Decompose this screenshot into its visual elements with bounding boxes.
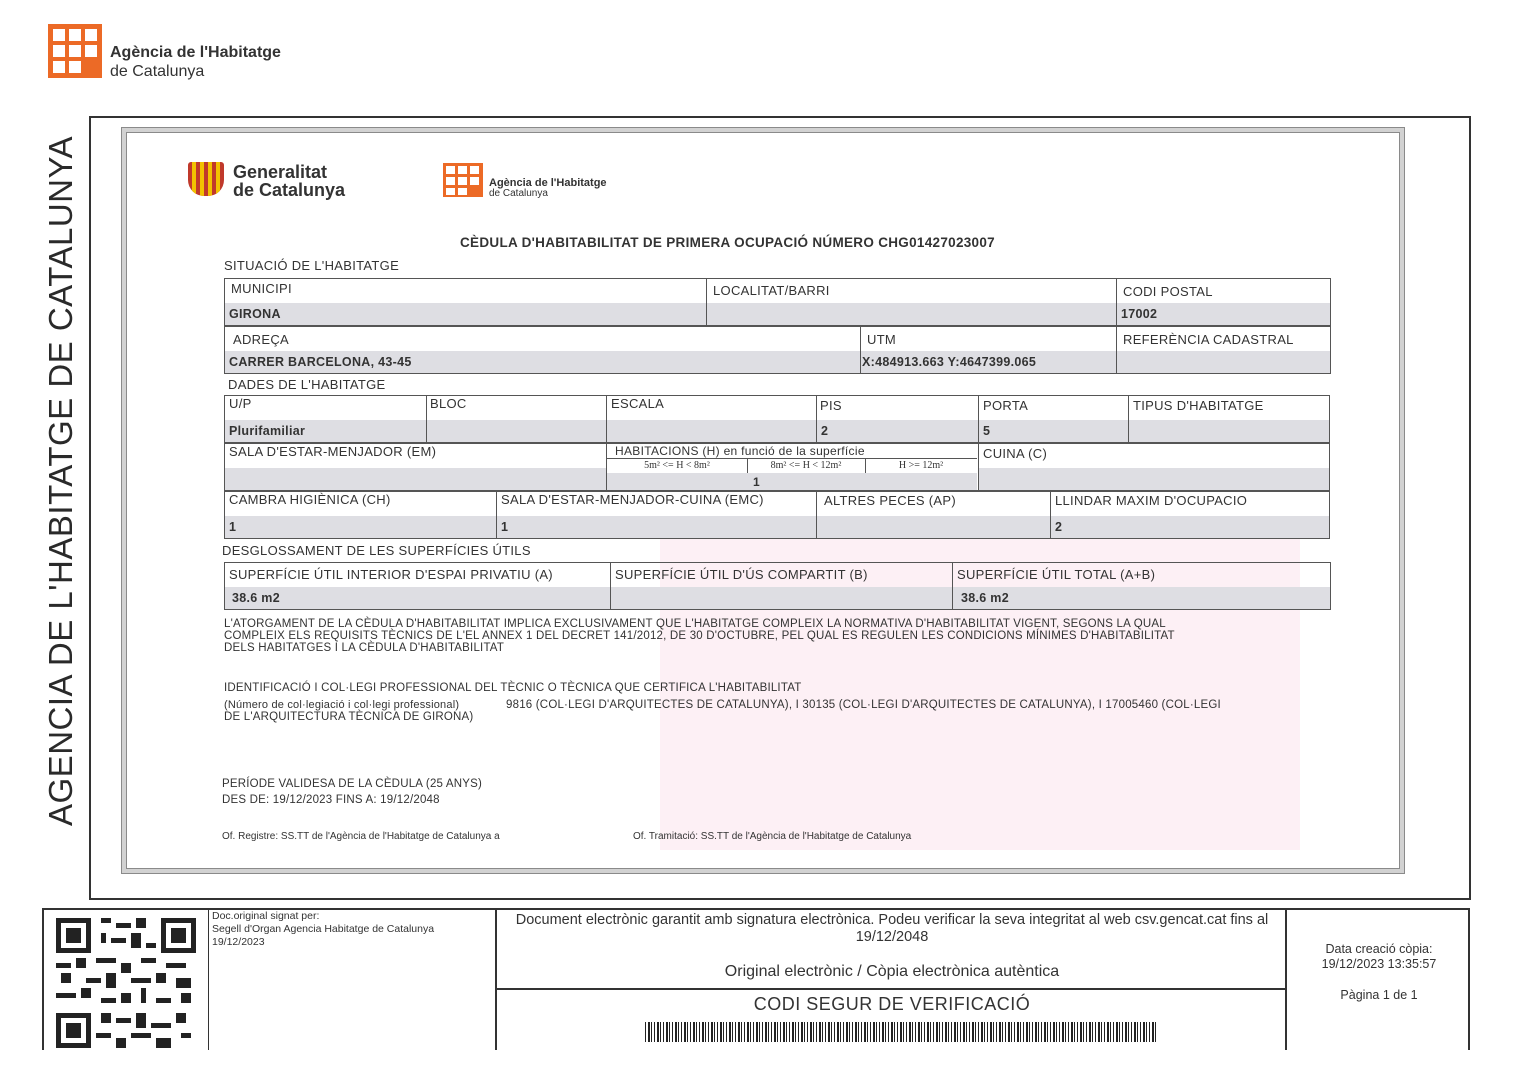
generalitat-name: Generalitat <box>233 162 328 182</box>
document-title: CÈDULA D'HABITABILITAT DE PRIMERA OCUPACIÓ NÚMERO CHG01427023007 <box>460 235 995 250</box>
field-cuina <box>978 443 1330 491</box>
field-municipi <box>224 278 706 326</box>
codi-postal-label: CODI POSTAL <box>1123 284 1213 299</box>
section-dades: DADES DE L'HABITATGE <box>228 377 386 392</box>
utm-value: X:484913.663 Y:4647399.065 <box>861 351 1116 373</box>
llindar-value: 2 <box>1051 516 1329 538</box>
hab-col1-label: 5m² <= H < 8m² <box>644 460 710 471</box>
field-adreca <box>224 326 860 374</box>
agency-small-region: de Catalunya <box>489 188 548 199</box>
field-llindar <box>1050 491 1330 539</box>
sup-a-value: 38.6 m2 <box>225 587 610 609</box>
habitacions-label: HABITACIONS (H) en funció de la superfície <box>615 444 865 458</box>
field-up <box>224 395 426 443</box>
sup-a-label: SUPERFÍCIE ÚTIL INTERIOR D'ESPAI PRIVATIU (A) <box>229 567 553 582</box>
municipi-label: MUNICIPI <box>231 281 292 296</box>
tipus-value <box>1129 420 1329 442</box>
verify-line-1: Document electrònic garantit amb signatura electrònica. Podeu verificar la seva integritat al web csv.gencat.cat fins al <box>515 912 1269 928</box>
sup-total-value: 38.6 m2 <box>953 587 1330 609</box>
copy-date-block <box>1290 942 1468 972</box>
sup-b-value <box>611 587 952 609</box>
escala-label: ESCALA <box>611 396 665 411</box>
ident-note: (Número de col·legiació i col·legi professional) <box>224 699 460 711</box>
field-sup-b <box>610 562 952 610</box>
field-pis <box>816 395 978 443</box>
up-value: Plurifamiliar <box>225 420 426 442</box>
hab-col3-label: H >= 12m² <box>898 460 944 471</box>
field-sup-total <box>952 562 1331 610</box>
hab-col2-label: 8m² <= H < 12m² <box>770 460 842 471</box>
cambra-label: CAMBRA HIGIÈNICA (CH) <box>229 492 391 507</box>
signed-by-block <box>212 910 434 949</box>
header-org-name: Agència de l'Habitatge <box>110 44 281 61</box>
periode-dates: DES DE: 19/12/2023 FINS A: 19/12/2048 <box>222 794 440 806</box>
hab-col2-value: 1 <box>753 475 760 489</box>
copy-date-label: Data creació còpia: <box>1325 942 1433 956</box>
field-tipus <box>1128 395 1330 443</box>
altres-label: ALTRES PECES (AP) <box>824 493 957 508</box>
original-copy-text: Original electrònic / Còpia electrònica autèntica <box>724 963 1060 980</box>
signed-line-3: 19/12/2023 <box>212 936 265 948</box>
localitat-value <box>707 303 1116 325</box>
pis-value: 2 <box>817 420 978 442</box>
signed-line-2: Segell d'Organ Agencia Habitatge de Catalunya <box>212 923 435 935</box>
codi-postal-value: 17002 <box>1117 303 1330 325</box>
cambra-value: 1 <box>225 516 496 538</box>
copy-date-value: 19/12/2023 13:35:57 <box>1321 957 1437 971</box>
agency-logo-icon <box>48 24 102 78</box>
section-desglossament: DESGLOSSAMENT DE LES SUPERFÍCIES ÚTILS <box>222 543 531 558</box>
porta-label: PORTA <box>983 398 1029 413</box>
barcode-icon <box>645 1022 1157 1042</box>
signed-line-1: Doc.original signat per: <box>212 910 320 922</box>
cuina-value <box>979 468 1329 490</box>
legal-line-3: DELS HABITATGES I LA CÈDULA D'HABITABILITAT <box>224 642 505 654</box>
generalitat-region: de Catalunya <box>233 180 346 200</box>
emc-label: SALA D'ESTAR-MENJADOR-CUINA (EMC) <box>501 492 764 507</box>
sup-b-label: SUPERFÍCIE ÚTIL D'ÚS COMPARTIT (B) <box>615 567 868 582</box>
vertical-agency-title: AGENCIA DE L'HABITATGE DE CATALUNYA <box>42 135 79 826</box>
field-cambra <box>224 491 496 539</box>
ref-cadastral-label: REFERÈNCIA CADASTRAL <box>1123 332 1294 347</box>
porta-value: 5 <box>979 420 1128 442</box>
codi-segur-heading: CODI SEGUR DE VERIFICACIÓ <box>753 994 1031 1014</box>
field-bloc <box>426 395 606 443</box>
verification-text <box>500 912 1284 946</box>
localitat-label: LOCALITAT/BARRI <box>713 283 830 298</box>
field-habitacions <box>606 443 978 491</box>
escala-value <box>607 420 816 442</box>
field-porta <box>978 395 1128 443</box>
adreca-value: CARRER BARCELONA, 43-45 <box>225 351 860 373</box>
ref-cadastral-value <box>1117 351 1330 373</box>
up-label: U/P <box>229 396 252 411</box>
field-utm <box>860 326 1116 374</box>
agency-small-name: Agència de l'Habitatge <box>489 177 607 189</box>
municipi-value: GIRONA <box>225 303 706 325</box>
bloc-value <box>427 420 606 442</box>
verify-line-2: 19/12/2048 <box>855 929 929 945</box>
ident-line-1: 9816 (COL·LEGI D'ARQUITECTES DE CATALUNYA), I 30135 (COL·LEGI D'ARQUITECTES DE CATALUNYA), I 17005460 (COL·LEGI <box>506 699 1221 711</box>
generalitat-logo-icon <box>188 162 224 196</box>
of-registre: Of. Registre: SS.TT de l'Agència de l'Habitatge de Catalunya a <box>222 831 500 842</box>
field-ref-cadastral <box>1116 326 1331 374</box>
cuina-label: CUINA (C) <box>983 446 1048 461</box>
sup-total-label: SUPERFÍCIE ÚTIL TOTAL (A+B) <box>957 567 1156 582</box>
adreca-label: ADREÇA <box>233 332 289 347</box>
altres-value <box>817 516 1050 538</box>
field-codi-postal <box>1116 278 1331 326</box>
legal-line-1: L'ATORGAMENT DE LA CÈDULA D'HABITABILITAT IMPLICA EXCLUSIVAMENT QUE L'HABITATGE COMPLEIX LA NORMATIVA D'HABITABILITAT VIGENT, SEGONS LA QUAL <box>224 618 1166 630</box>
bloc-label: BLOC <box>430 396 467 411</box>
field-escala <box>606 395 816 443</box>
section-situacio: SITUACIÓ DE L'HABITATGE <box>224 258 400 273</box>
tipus-label: TIPUS D'HABITATGE <box>1133 398 1264 413</box>
periode-heading: PERÍODE VALIDESA DE LA CÈDULA (25 ANYS) <box>222 778 483 790</box>
ident-heading: IDENTIFICACIÓ I COL·LEGI PROFESSIONAL DEL TÈCNIC O TÈCNICA QUE CERTIFICA L'HABITABILITAT <box>224 682 802 694</box>
utm-label: UTM <box>867 332 897 347</box>
header-org-region: de Catalunya <box>110 63 205 80</box>
agency-small-logo-icon <box>443 163 483 197</box>
field-emc <box>496 491 816 539</box>
pis-label: PIS <box>820 398 842 413</box>
field-sup-a <box>224 562 610 610</box>
emc-value: 1 <box>497 516 816 538</box>
qr-code-icon <box>56 918 196 1048</box>
page-number: Pàgina 1 de 1 <box>1340 988 1418 1002</box>
llindar-label: LLINDAR MAXIM D'OCUPACIO <box>1055 493 1248 508</box>
sala-em-value <box>225 468 606 490</box>
sala-em-label: SALA D'ESTAR-MENJADOR (EM) <box>229 444 437 459</box>
verification-divider <box>497 988 1287 990</box>
field-localitat <box>706 278 1116 326</box>
field-sala-em <box>224 443 606 491</box>
legal-line-2: COMPLEIX ELS REQUISITS TÈCNICS DE L'EL ANNEX 1 DEL DECRET 141/2012, DE 30 D'OCTUBRE, PEL QUAL ES REGULEN LES CONDICIONS MÍNIMES D'HABITABILITAT <box>224 630 1175 642</box>
of-tramitacio: Of. Tramitació: SS.TT de l'Agència de l'Habitatge de Catalunya <box>633 831 912 842</box>
field-altres <box>816 491 1050 539</box>
footer-divider <box>208 910 209 1050</box>
ident-line-2: DE L'ARQUITECTURA TÈCNICA DE GIRONA) <box>224 711 474 723</box>
